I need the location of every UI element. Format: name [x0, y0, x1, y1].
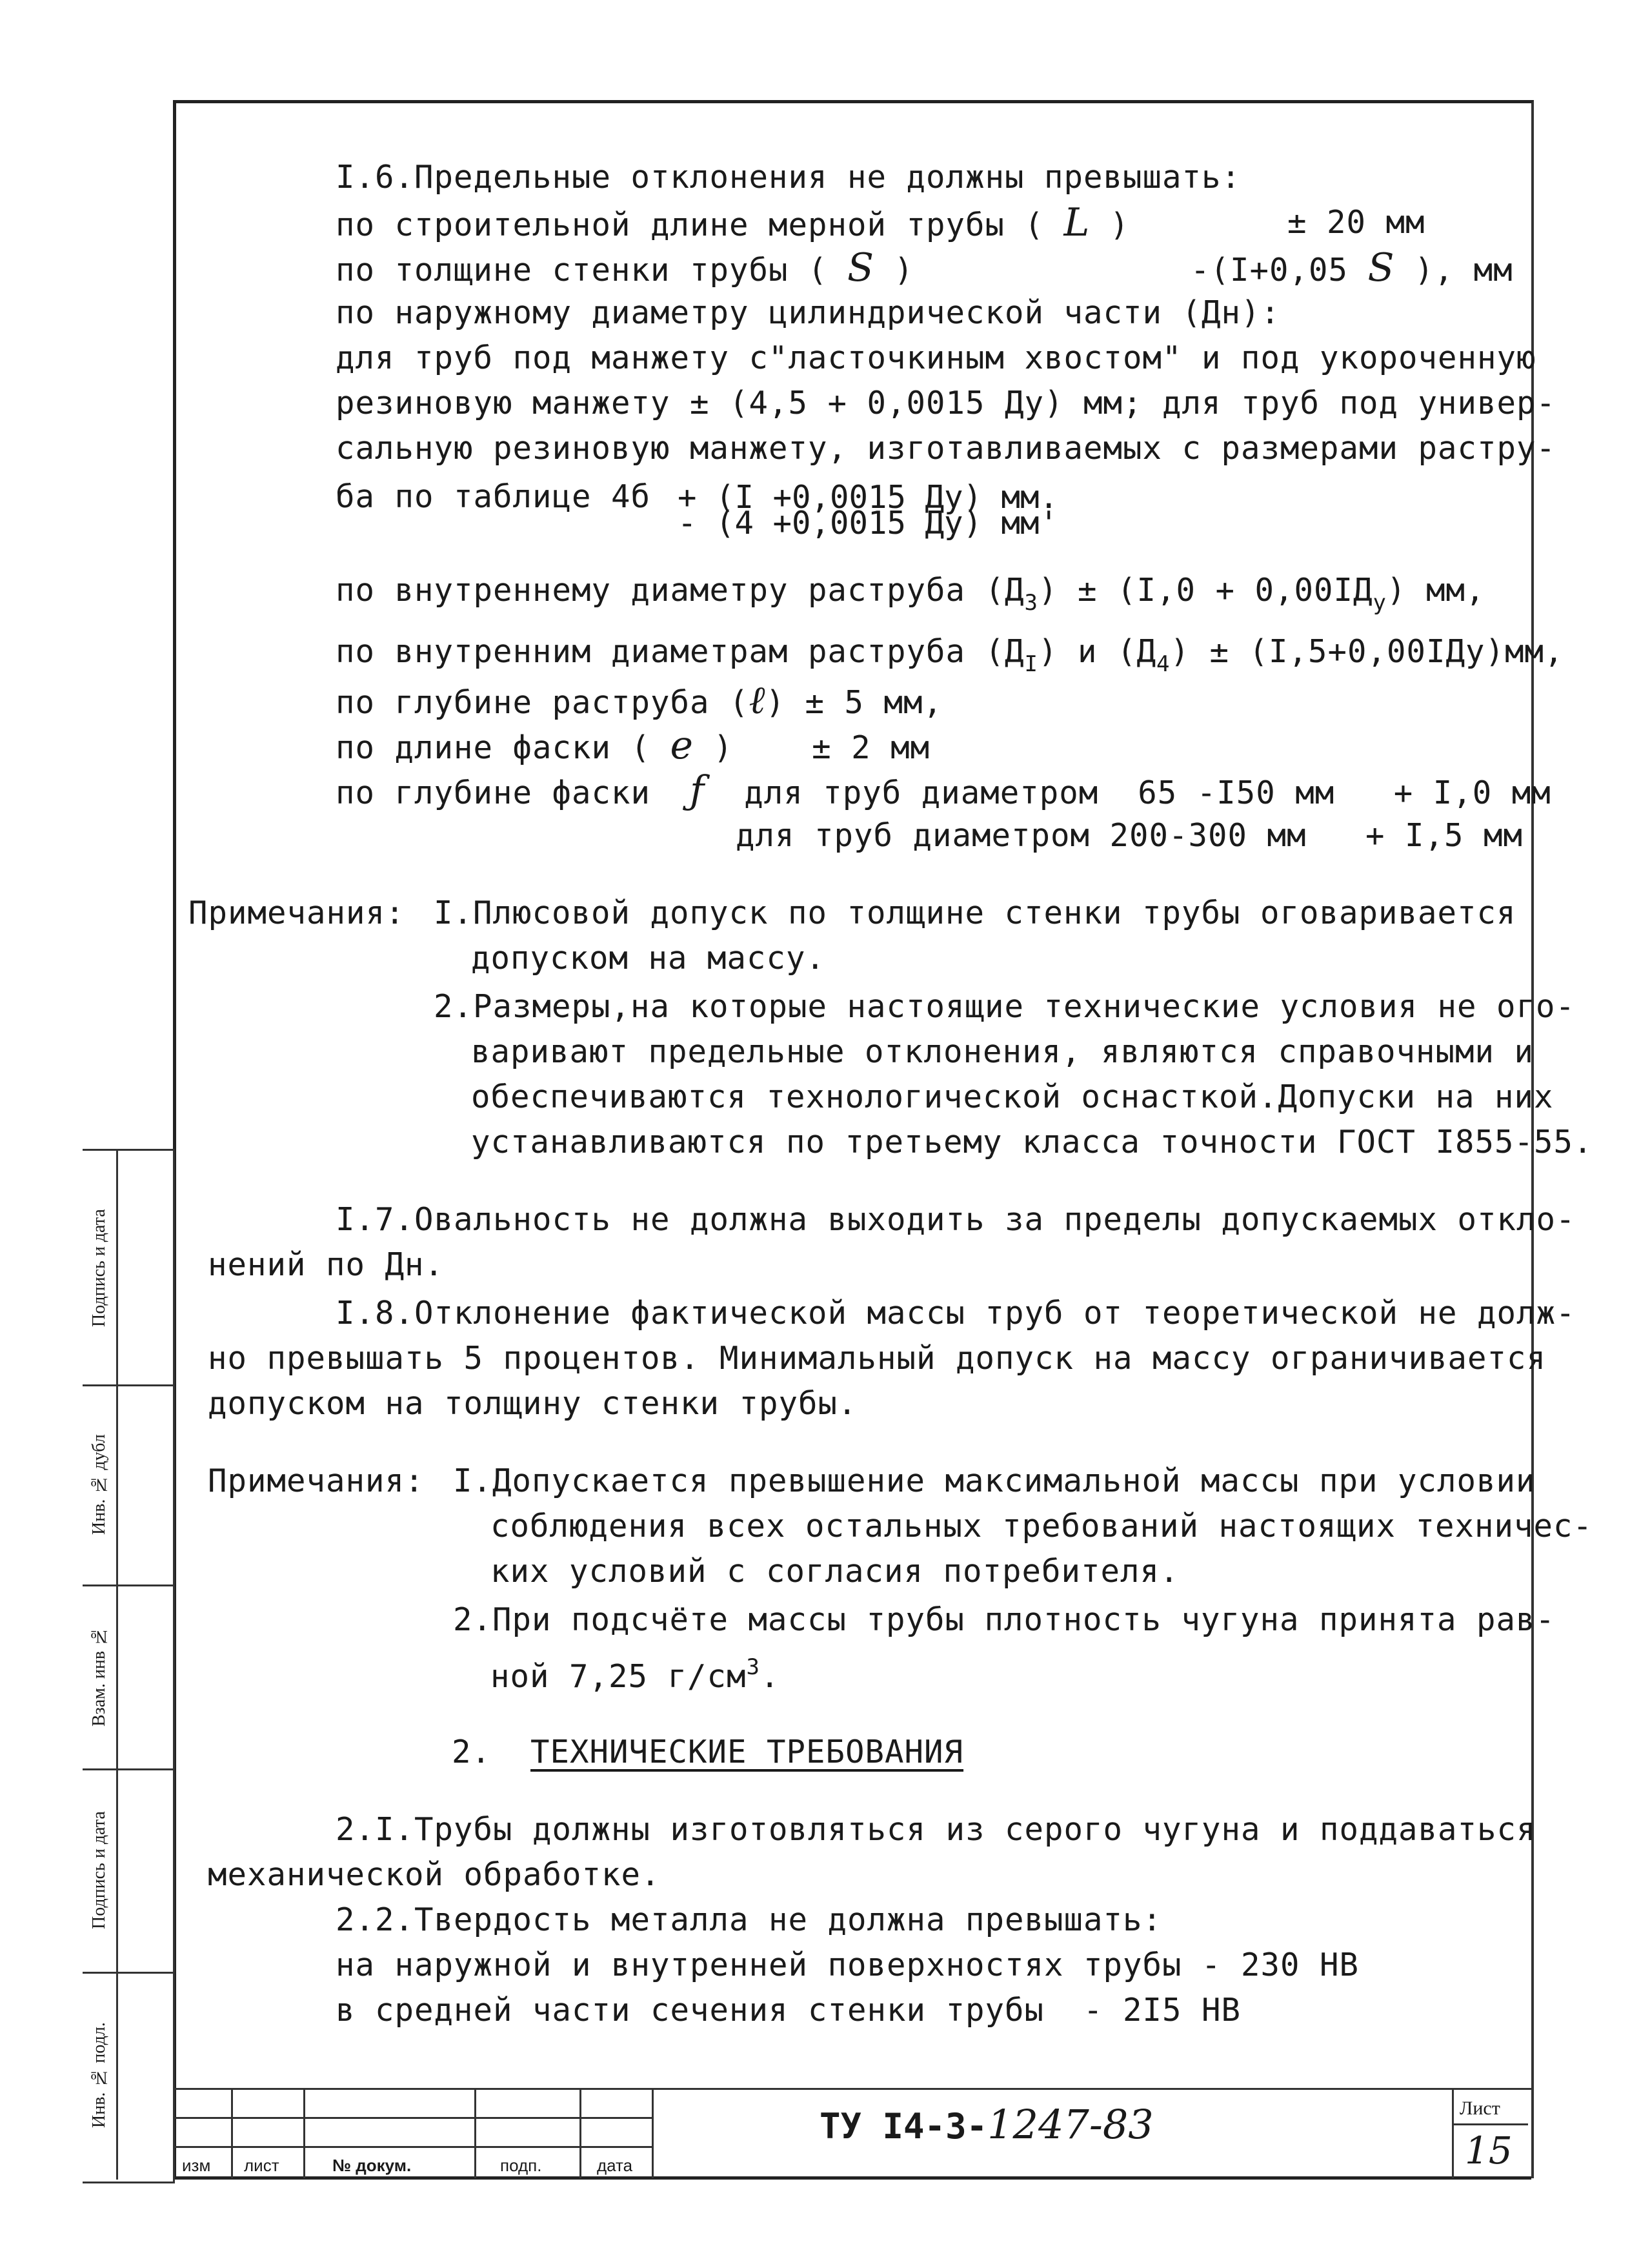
margin-divider [116, 1149, 118, 2180]
sec16-wall: по толщине стенки трубы ( S ) [336, 245, 914, 290]
titleblock-data: дата [597, 2156, 633, 2175]
sec16-line12: по длине фаски ( е ) ± 2 мм [336, 723, 931, 768]
notes2-item1c: ких условий с согласия потребителя. [490, 1553, 1180, 1590]
notes1-item2a: 2.Размеры,на которые настоящие технические условия не ого- [434, 988, 1576, 1025]
sec16-line6: резиновую манжету ± (4,5 + 0,0015 Ду) мм; для труб под универ- [336, 385, 1556, 421]
notes2-item2a: 2.При подсчёте массы трубы плотность чугуна принята рав- [453, 1601, 1556, 1638]
notes1-item2b: варивают предельные отклонения, являются справочными и [471, 1033, 1534, 1070]
sec16-line7: сальную резиновую манжету, изготавливаемых с размерами растру- [336, 430, 1556, 467]
sec22-c: в средней части сечения стенки трубы - 2I5 НВ [336, 1992, 1242, 2029]
notes1-item1a: I.Плюсовой допуск по толщине стенки трубы оговаривается [434, 895, 1516, 931]
sec21-a: 2.I.Трубы должны изготовляться из серого чугуна и поддаваться [336, 1811, 1536, 1848]
titleblock-izm: изм [182, 2156, 211, 2175]
sec16-line13: по глубине фаски ƒ для труб диаметром 65 -I50 мм + I,0 мм [336, 768, 1551, 813]
document-number: 1247-83 [987, 2101, 1154, 2148]
margin-label-orig-inv: Инв. № подл. [89, 2022, 109, 2128]
sec22-a: 2.2.Твердость металла не должна превышать: [336, 1901, 1163, 1938]
sec16-tolerance-minus: - (4 +0,0015 Ду) мм' [678, 505, 1059, 542]
sec22-b: на наружной и внутренней поверхностях трубы - 230 НВ [336, 1947, 1360, 1983]
sec16-line4: по наружному диаметру цилиндрической части (Дн): [336, 294, 1281, 331]
sec16-line1: I.6.Предельные отклонения не должны превышать: [336, 159, 1242, 196]
sec16-line5: для труб под манжету с"ласточкиным хвостом" и под укороченную [336, 339, 1536, 376]
sec16-line10: по внутренним диаметрам раструба $(Д_I)$ и $(Д_4) \pm (I,5+0,00IДу)мм$, [336, 633, 1564, 677]
titleblock-list: лист [244, 2156, 279, 2175]
sec21-b: механической обработке. [208, 1856, 661, 1893]
sec18-b: но превышать 5 процентов. Минимальный допуск на массу ограничивается [208, 1340, 1547, 1377]
notes2-item1b: соблюдения всех остальных требований настоящих техничес- [490, 1508, 1593, 1544]
sheet-label: Лист [1460, 2098, 1500, 2119]
sec16-length: по строительной длине мерной трубы ( L ) [336, 200, 1130, 245]
notes2-label: Примечания: [208, 1463, 425, 1499]
sheet-number: 15 [1465, 2129, 1513, 2172]
titleblock-podp: подп. [500, 2156, 542, 2175]
notes1-item2d: устанавливаются по третьему класса точности ГОСТ I855-55. [471, 1124, 1593, 1160]
margin-label-dup-inv: Инв. № дубл [89, 1434, 109, 1535]
section2-heading: 2. ТЕХНИЧЕСКИЕ ТРЕБОВАНИЯ [452, 1734, 964, 1770]
margin-label-signature-date-2: Подпись и дата [89, 1811, 109, 1929]
sec16-length-value: ± 20 мм [1287, 204, 1425, 241]
notes1-item2c: обеспечиваются технологической оснасткой.Допуски на них [471, 1078, 1554, 1115]
sec18-c: допуском на толщину стенки трубы. [208, 1385, 858, 1422]
sec18-a: I.8.Отклонение фактической массы труб от теоретической не долж- [336, 1295, 1576, 1331]
margin-label-repl-inv: Взам. инв № [89, 1626, 109, 1727]
notes1-item1b: допуском на массу. [471, 940, 826, 977]
sec17-b: нений по Дн. [208, 1246, 445, 1283]
sec16-line8: ба по таблице 4б [336, 478, 651, 515]
sec16-wall-value: -(I+0,05 S ), мм [1191, 245, 1513, 290]
sec16-tolerance-plus: + (I +0,0015 Ду) мм. [678, 479, 1059, 516]
sec16-line14: для труб диаметром 200-300 мм + I,5 мм [736, 817, 1524, 854]
sec16-line11: по глубине раструба (ℓ) ± 5 мм, [336, 678, 943, 723]
titleblock-top-line [173, 2088, 1531, 2090]
notes2-item1a: I.Допускается превышение максимальной массы при условии [453, 1463, 1536, 1499]
notes2-item2b: ной 7,25 $г/см^3$. [490, 1654, 780, 1695]
sec17-a: I.7.Овальность не должна выходить за пределы допускаемых откло- [336, 1201, 1576, 1238]
titleblock-dokum: № докум. [332, 2156, 412, 2175]
frame-bottom-line [173, 2176, 1531, 2180]
notes1-label: Примечания: [188, 895, 405, 931]
document-designation: ТУ I4-3-1247-83 [820, 2101, 1154, 2148]
sec16-line9: по внутреннему диаметру раструба $(Д_3) \pm (I,0 + 0,00IД_у)$ мм, [336, 572, 1485, 616]
margin-label-signature-date: Подпись и дата [89, 1209, 109, 1328]
